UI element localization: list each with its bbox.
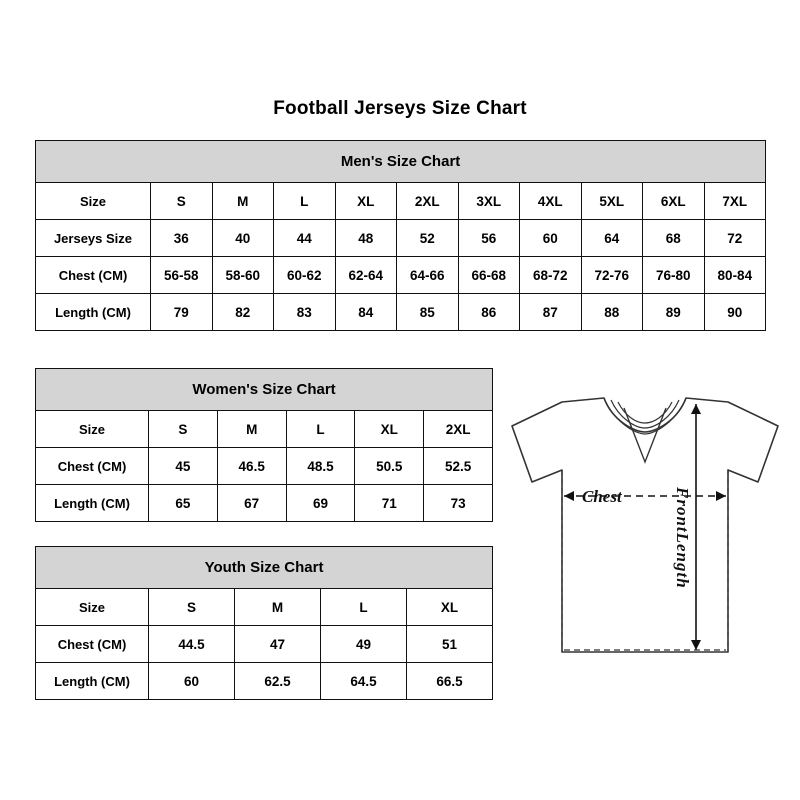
table-cell: 68-72 [520,257,582,294]
table-cell: 89 [643,294,705,331]
table-cell: 64-66 [397,257,459,294]
table-cell: 69 [286,485,355,522]
table-cell: M [235,589,321,626]
table-cell: 52.5 [424,448,493,485]
table-caption-row [36,547,493,589]
table-cell: M [212,183,274,220]
table-cell: XL [335,183,397,220]
table-cell: L [321,589,407,626]
table-cell: 60-62 [274,257,336,294]
womens-size-chart-table [35,368,493,522]
table-cell: 3XL [458,183,520,220]
row-label: Chest (CM) [36,448,149,485]
table-cell: 48 [335,220,397,257]
chest-measure-label: Chest [582,487,622,506]
table-cell: 40 [212,220,274,257]
row-label: Length (CM) [36,485,149,522]
table-cell: 48.5 [286,448,355,485]
table-row [36,663,493,700]
youth-table-caption: Youth Size Chart [36,547,493,589]
table-cell: 66.5 [407,663,493,700]
table-cell: 76-80 [643,257,705,294]
table-cell: 71 [355,485,424,522]
row-label: Jerseys Size [36,220,151,257]
table-cell: 2XL [397,183,459,220]
table-cell: 56 [458,220,520,257]
table-cell: S [149,411,218,448]
table-cell: 4XL [520,183,582,220]
table-cell: 73 [424,485,493,522]
table-cell: 36 [151,220,213,257]
table-cell: 87 [520,294,582,331]
table-cell: 86 [458,294,520,331]
row-label: Chest (CM) [36,626,149,663]
table-cell: 80-84 [704,257,766,294]
table-cell: 72-76 [581,257,643,294]
row-label: Length (CM) [36,663,149,700]
table-cell: 90 [704,294,766,331]
table-cell: 5XL [581,183,643,220]
table-cell: 6XL [643,183,705,220]
row-label: Size [36,589,149,626]
mens-table-caption: Men's Size Chart [36,141,766,183]
table-cell: 62-64 [335,257,397,294]
table-cell: 79 [151,294,213,331]
table-cell: 83 [274,294,336,331]
table-cell: 51 [407,626,493,663]
table-caption-row [36,141,766,183]
table-cell: 50.5 [355,448,424,485]
table-row [36,294,766,331]
table-cell: 44.5 [149,626,235,663]
table-row [36,448,493,485]
table-cell: M [217,411,286,448]
table-cell: 88 [581,294,643,331]
page-title: Football Jerseys Size Chart [273,98,527,119]
table-cell: 85 [397,294,459,331]
table-cell: 47 [235,626,321,663]
row-label: Chest (CM) [36,257,151,294]
table-cell: L [274,183,336,220]
table-cell: 64.5 [321,663,407,700]
mens-size-chart-table [35,140,766,331]
youth-size-chart-table [35,546,493,700]
table-cell: 56-58 [151,257,213,294]
table-cell: 60 [149,663,235,700]
table-cell: S [151,183,213,220]
table-cell: 45 [149,448,218,485]
table-cell: 82 [212,294,274,331]
table-cell: 67 [217,485,286,522]
front-length-measure-label: FrontLength [673,487,692,589]
table-row [36,589,493,626]
table-cell: 7XL [704,183,766,220]
tshirt-measurement-diagram [500,390,790,690]
row-label: Size [36,411,149,448]
table-cell: 64 [581,220,643,257]
table-cell: XL [355,411,424,448]
table-cell: 52 [397,220,459,257]
table-row [36,411,493,448]
table-cell: 46.5 [217,448,286,485]
table-row [36,257,766,294]
table-cell: 72 [704,220,766,257]
table-cell: 84 [335,294,397,331]
row-label: Length (CM) [36,294,151,331]
table-row [36,626,493,663]
table-row [36,485,493,522]
table-cell: 62.5 [235,663,321,700]
table-cell: 44 [274,220,336,257]
table-cell: S [149,589,235,626]
table-cell: 65 [149,485,218,522]
tshirt-outline-icon [500,390,790,690]
table-cell: L [286,411,355,448]
table-cell: 49 [321,626,407,663]
row-label: Size [36,183,151,220]
table-row [36,183,766,220]
table-cell: 60 [520,220,582,257]
table-cell: 2XL [424,411,493,448]
table-cell: 58-60 [212,257,274,294]
womens-table-caption: Women's Size Chart [36,369,493,411]
table-cell: XL [407,589,493,626]
table-cell: 66-68 [458,257,520,294]
table-caption-row [36,369,493,411]
table-row [36,220,766,257]
table-cell: 68 [643,220,705,257]
